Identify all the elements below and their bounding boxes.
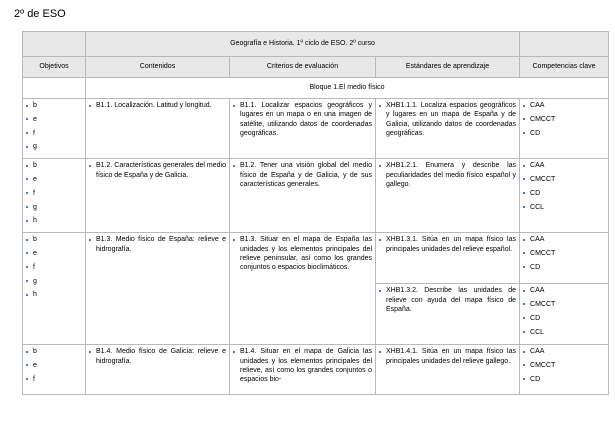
list-item: XHB1.3.1. Sitúa en un mapa físico las principales unidades del relieve español. xyxy=(379,235,516,254)
list-item: b xyxy=(26,101,82,110)
list-item: CCL xyxy=(523,203,605,212)
contenido-cell xyxy=(86,345,230,395)
criterio-cell xyxy=(230,159,376,233)
list-item: CMCCT xyxy=(523,249,605,258)
list-item: CMCCT xyxy=(523,115,605,124)
column-header-estandares: Estándares de aprendizaje xyxy=(376,57,520,78)
list-item: h xyxy=(26,290,82,299)
estandar-cell xyxy=(376,159,520,233)
list-item: CAA xyxy=(523,286,605,295)
list-item: e xyxy=(26,115,82,124)
objetivos-cell xyxy=(23,159,86,233)
list-item: g xyxy=(26,142,82,151)
objetivos-cell xyxy=(23,99,86,159)
objetivos-cell xyxy=(23,233,86,345)
bloque-title: Bloque 1.El medio físico xyxy=(86,78,609,99)
list-item: XHB1.2.1. Enumera y describe las peculiaridades del medio físico español y gallego. xyxy=(379,161,516,189)
column-header-contenidos: Contenidos xyxy=(86,57,230,78)
table-row xyxy=(23,345,609,395)
list-item: B1.3. Medio físico de España: relieve e hidrografía. xyxy=(89,235,226,254)
list-item: CAA xyxy=(523,235,605,244)
list-item: CAA xyxy=(523,161,605,170)
list-item: b xyxy=(26,347,82,356)
list-item: XHB1.3.2. Describe las unidades de relieve con ayuda del mapa físico de España. xyxy=(379,286,516,314)
header-blank-cell xyxy=(520,32,609,57)
competencias-cell xyxy=(520,159,609,233)
list-item: CD xyxy=(523,375,605,384)
list-item: B1.2. Tener una visión global del medio físico de España y de Galicia, y de sus características generales. xyxy=(233,161,372,189)
estandar-cell xyxy=(376,345,520,395)
list-item: CAA xyxy=(523,347,605,356)
list-item: CD xyxy=(523,314,605,323)
list-item: f xyxy=(26,129,82,138)
competencias-cell xyxy=(520,99,609,159)
header-blank-cell xyxy=(23,32,86,57)
list-item: f xyxy=(26,263,82,272)
column-header-objetivos: Objetivos xyxy=(23,57,86,78)
list-item: CMCCT xyxy=(523,175,605,184)
list-item: XHB1.1.1. Localiza espacios geográficos y lugares en un mapa de España y de Galicia, utilizando datos de coordenadas geográficas. xyxy=(379,101,516,139)
table-row xyxy=(23,233,609,284)
list-item: e xyxy=(26,249,82,258)
list-item: B1.1. Localizar espacios geográficos y lugares en un mapa o en una imagen de satélite, utilizando datos de coordenadas geográficas. xyxy=(233,101,372,139)
list-item: e xyxy=(26,361,82,370)
contenido-cell xyxy=(86,233,230,345)
table-row xyxy=(23,159,609,233)
list-item: g xyxy=(26,277,82,286)
list-item: B1.4. Medio físico de Galicia: relieve e hidrografía. xyxy=(89,347,226,366)
list-item: B1.4. Situar en el mapa de Galicia las unidades y los elementos principales del relieve, así como los grandes conjuntos o espacios bio- xyxy=(233,347,372,385)
list-item: CD xyxy=(523,189,605,198)
list-item: CMCCT xyxy=(523,300,605,309)
competencias-cell xyxy=(520,284,609,345)
estandar-cell xyxy=(376,284,520,345)
list-item: CD xyxy=(523,129,605,138)
page-title: 2º de ESO xyxy=(14,8,66,20)
list-item: B1.1. Localización. Latitud y longitud. xyxy=(89,101,226,110)
list-item: B1.2. Características generales del medio físico de España y de Galicia. xyxy=(89,161,226,180)
list-item: g xyxy=(26,203,82,212)
estandar-cell xyxy=(376,233,520,284)
table-row xyxy=(23,99,609,159)
column-header-competencias: Competencias clave xyxy=(520,57,609,78)
curriculum-table xyxy=(22,31,609,395)
criterio-cell xyxy=(230,99,376,159)
competencias-cell xyxy=(520,233,609,284)
bloque-blank-cell xyxy=(23,78,86,99)
list-item: b xyxy=(26,235,82,244)
criterio-cell xyxy=(230,233,376,345)
competencias-cell xyxy=(520,345,609,395)
criterio-cell xyxy=(230,345,376,395)
list-item: b xyxy=(26,161,82,170)
objetivos-cell xyxy=(23,345,86,395)
list-item: f xyxy=(26,189,82,198)
contenido-cell xyxy=(86,159,230,233)
column-header-criterios: Criterios de evaluación xyxy=(230,57,376,78)
list-item: CMCCT xyxy=(523,361,605,370)
list-item: CCL xyxy=(523,328,605,337)
list-item: CD xyxy=(523,263,605,272)
list-item: XHB1.4.1. Sitúa en un mapa físico las principales unidades del relieve gallego. xyxy=(379,347,516,366)
list-item: h xyxy=(26,216,82,225)
estandar-cell xyxy=(376,99,520,159)
list-item: CAA xyxy=(523,101,605,110)
list-item: e xyxy=(26,175,82,184)
list-item: B1.3. Situar en el mapa de España las unidades y los elementos principales del relieve peninsular, así como los grandes conjuntos o espacios bioclimáticos. xyxy=(233,235,372,273)
header-group-title: Geografía e Historia. 1º ciclo de ESO. 2º curso xyxy=(86,32,520,57)
list-item: f xyxy=(26,375,82,384)
contenido-cell xyxy=(86,99,230,159)
